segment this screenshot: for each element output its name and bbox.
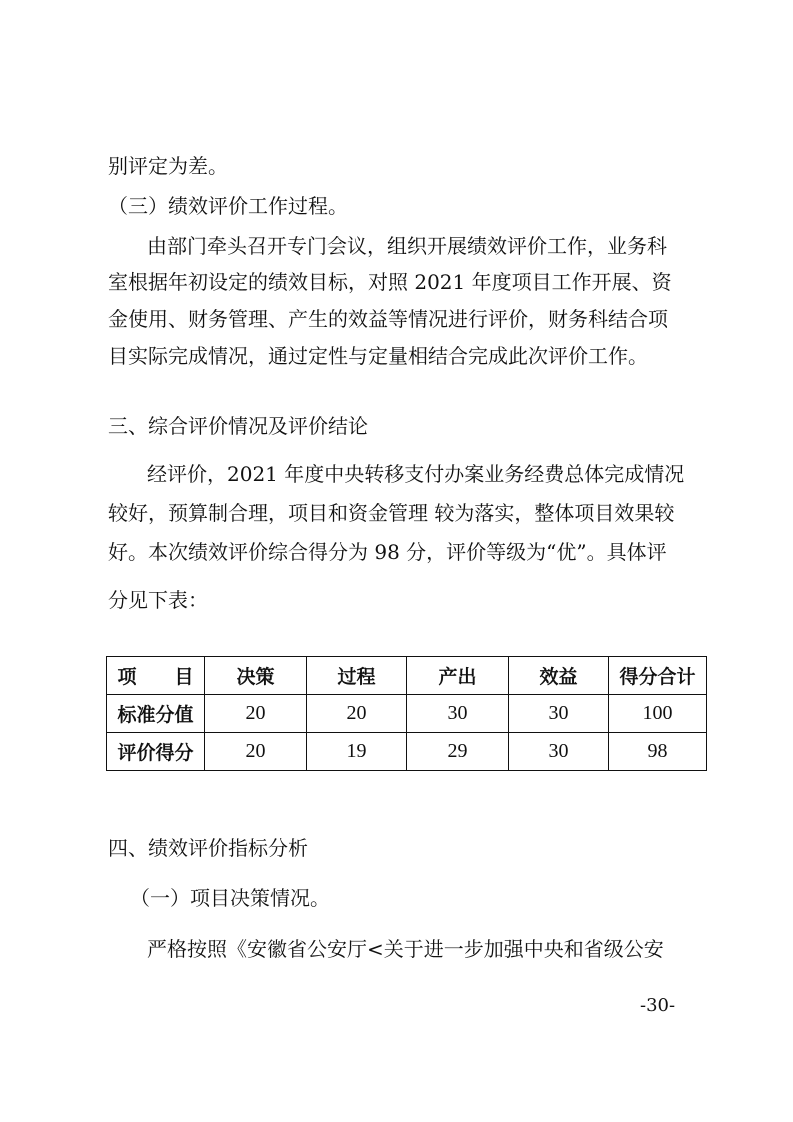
table-row-evaluation-score [107,733,707,771]
table-header-cell: 效益 [509,657,609,695]
paragraph-line: 由部门牵头召开专门会议，组织开展绩效评价工作，业务科 [147,234,667,258]
page-number: -30- [640,995,676,1016]
table-header-cell: 决策 [205,657,307,695]
table-cell: 20 [205,733,307,771]
row-label-cell: 标准分值 [107,695,205,733]
paragraph-line: 较好，预算制合理，项目和资金管理 较为落实，整体项目效果较 [108,501,675,525]
table-cell: 20 [205,695,307,733]
score-table [106,656,707,771]
table-cell: 29 [407,733,509,771]
paragraph-line: 好。本次绩效评价综合得分为 98 分，评价等级为“优”。具体评 [108,540,667,564]
table-header-row [107,657,707,695]
table-header-cell: 过程 [307,657,407,695]
section-heading-indicator-analysis: 四、绩效评价指标分析 [108,836,308,860]
table-cell: 19 [307,733,407,771]
paragraph-line: 室根据年初设定的绩效目标，对照 2021 年度项目工作开展、资 [108,270,672,294]
table-cell: 98 [609,733,707,771]
table-header-cell: 项 目 [107,657,205,695]
paragraph-line: 分见下表： [108,588,208,612]
paragraph-line: 金使用、财务管理、产生的效益等情况进行评价，财务科结合项 [108,307,668,331]
table-cell: 30 [509,695,609,733]
subsection-heading-decision: （一）项目决策情况。 [130,886,330,910]
table-cell: 30 [407,695,509,733]
paragraph-line: 别评定为差。 [108,154,228,178]
table-cell: 20 [307,695,407,733]
paragraph-line: 严格按照《安徽省公安厅<关于进一步加强中央和省级公安 [147,937,664,961]
table-cell: 30 [509,733,609,771]
table-header-cell: 产出 [407,657,509,695]
paragraph-line: 经评价，2021 年度中央转移支付办案业务经费总体完成情况 [147,462,685,486]
paragraph-line: 目实际完成情况，通过定性与定量相结合完成此次评价工作。 [108,344,648,368]
table-header-cell: 得分合计 [609,657,707,695]
table-cell: 100 [609,695,707,733]
table-row-standard-score [107,695,707,733]
section-heading-evaluation-conclusion: 三、综合评价情况及评价结论 [108,414,368,438]
subsection-heading-process: （三）绩效评价工作过程。 [108,194,348,218]
row-label-cell: 评价得分 [107,733,205,771]
